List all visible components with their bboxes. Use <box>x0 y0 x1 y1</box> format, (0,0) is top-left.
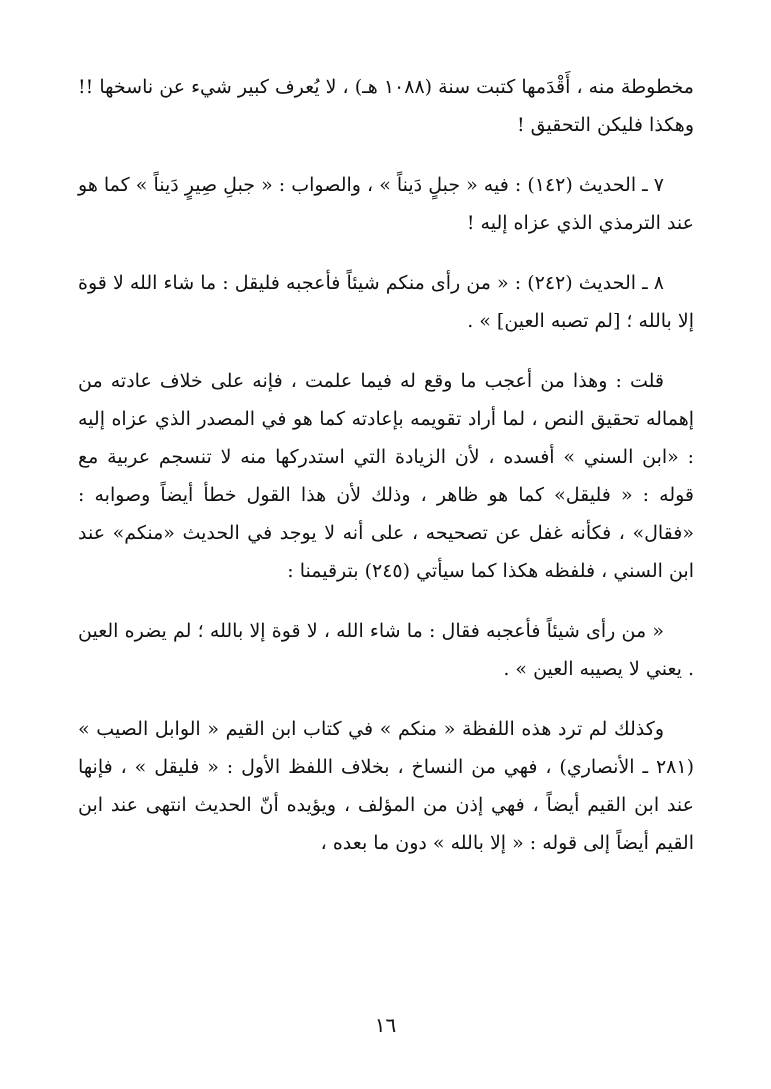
page-number: ١٦ <box>374 1013 397 1037</box>
paragraph-commentary: قلت : وهذا من أعجب ما وقع له فيما علمت ، فإنه على خلاف عادته من إهماله تحقيق النص ، لما أراد تقويمه بإعادته كما هو في المصدر الذي عزاه إليه : «ابن السني » أفسده ، لأن الزيادة التي استدركها منه لا تنسجم عربية مع قوله : « فليقل» كما هو ظاهر ، وذلك لأن هذا القول خطأ أيضاً وصوابه : «فقال» ، فكأنه غفل عن تصحيحه ، على أنه لا يوجد في الحديث «منكم» عند ابن السني ، فلفظه هكذا كما سيأتي (٢٤٥) بترقيمنا : <box>78 370 694 582</box>
paragraph-hadith-142: ٧ ـ الحديث (١٤٢) : فيه « جبلٍ دَيناً » ، والصواب : « جبلِ صِيرٍ دَيناً » كما هو عند الترمذي الذي عزاه إليه ! <box>78 174 694 234</box>
paragraph-quoted-hadith: « من رأى شيئاً فأعجبه فقال : ما شاء الله ، لا قوة إلا بالله ؛ لم يضره العين . يعني لا يصيبه العين » . <box>78 620 694 680</box>
paragraph-hadith-242: ٨ ـ الحديث (٢٤٢) : « من رأى منكم شيئاً فأعجبه فليقل : ما شاء الله لا قوة إلا بالله ؛ [لم تصبه العين] » . <box>78 272 694 332</box>
page-body <box>78 68 694 862</box>
paragraph-ibn-qayyim: وكذلك لم ترد هذه اللفظة « منكم » في كتاب ابن القيم « الوابل الصيب » (٢٨١ ـ الأنصاري) ، فهي من النساخ ، بخلاف اللفظ الأول : « فليقل » ، فإنها عند ابن القيم أيضاً ، فهي إذن من المؤلف ، ويؤيده أنّ الحديث انتهى عند ابن القيم أيضاً إلى قوله : « إلا بالله » دون ما بعده ، <box>78 718 694 854</box>
paragraph-manuscript-note: مخطوطة منه ، أَقْدَمها كتبت سنة (١٠٨٨ هـ) ، لا يُعرف كبير شيء عن ناسخها !! وهكذا فليكن التحقيق ! <box>78 76 694 136</box>
